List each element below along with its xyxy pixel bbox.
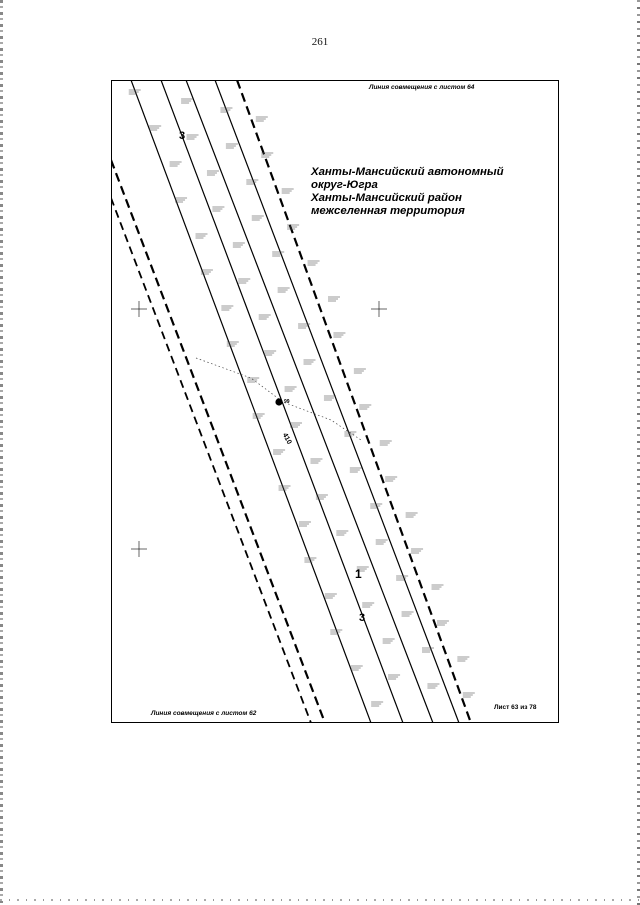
route-number-upper: 3 [179, 130, 186, 142]
line-label: 410 [280, 432, 293, 446]
match-line-bottom-label: Линия совмещения с листом 62 [151, 710, 257, 717]
page-number: 261 [311, 36, 329, 48]
scan-edge-left [0, 0, 3, 905]
region-line-2: округ-Югра [311, 179, 378, 191]
route-number-lower: 3 [359, 612, 366, 624]
route-number-middle: 1 [355, 567, 362, 581]
region-label-block [311, 166, 504, 218]
region-line-3: Ханты-Мансийский район [311, 192, 462, 204]
survey-point-marker [275, 398, 282, 405]
sheet-number-label: Лист 63 из 78 [494, 704, 537, 711]
region-line-4: межселенная территория [311, 205, 465, 217]
match-line-top-label: Линия совмещения с листом 64 [369, 84, 475, 91]
map-sheet[interactable] [111, 80, 559, 723]
scan-edge-bottom [0, 899, 640, 901]
region-line-1: Ханты-Мансийский автономный [311, 166, 504, 178]
survey-point-label: 99 [284, 399, 290, 405]
